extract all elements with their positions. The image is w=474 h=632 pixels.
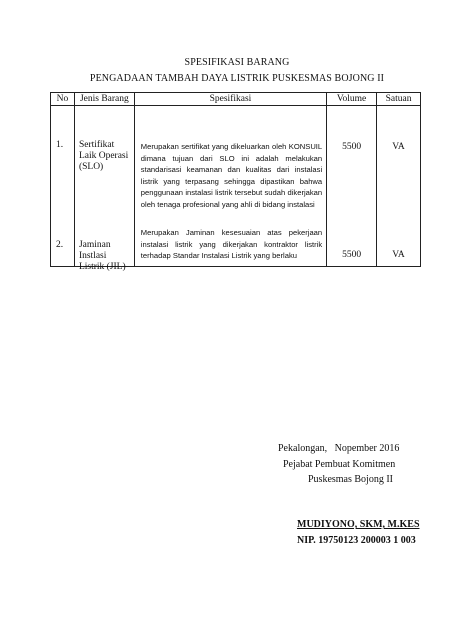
specification-table [50,92,421,272]
signatory-nip: NIP. 19750123 200003 1 003 [297,535,416,546]
row-2-spesifikasi: Merupakan Jaminan kesesuaian atas pekerjaan instalasi listrik yang dikerjakan kontraktor listrik terhadap Standar Instalasi Listrik yang berlaku [140,228,323,261]
row-1-volume: 5500 [342,142,362,152]
signature-organization: Puskesmas Bojong II [308,474,393,485]
row-1-satuan: VA [392,142,405,152]
table-header-row [51,93,421,106]
row-2-no: 2. [56,240,64,250]
column-header-satuan: Satuan [377,93,421,106]
column-header-jenis: Jenis Barang [74,93,134,106]
row-2-satuan: VA [392,250,405,260]
column-header-no: No [51,93,75,106]
document-title: SPESIFIKASI BARANG [184,57,290,68]
signature-role: Pejabat Pembuat Komitmen [283,459,396,470]
cell-spesifikasi [134,106,326,267]
signature-place-date: Pekalongan, Nopember 2016 [278,443,400,454]
row-2-volume: 5500 [342,250,362,260]
row-1-no: 1. [56,140,64,150]
cell-jenis [74,106,134,272]
signatory-name: MUDIYONO, SKM, M.KES [297,519,420,530]
cell-no [51,106,75,267]
column-header-volume: Volume [327,93,377,106]
row-1-spesifikasi: Merupakan sertifikat yang dikeluarkan oleh KONSUIL dimana tujuan dari SLO ini adalah melakukan standarisasi keamanan dan kualitas dari instalasi listrik yang terpasang sehingga dipastikan bahwa penggunaan instalasi listrik tersebut sudah dikerjakan oleh tenaga profesional yang ahli di bidang instalasi [140,142,323,209]
cell-satuan [377,106,421,267]
column-header-spesifikasi: Spesifikasi [134,93,326,106]
row-2-jenis: Jaminan Instlasi Listrik (JIL) [78,240,126,272]
cell-volume [327,106,377,267]
table-row [51,106,421,267]
document-subtitle: PENGADAAN TAMBAH DAYA LISTRIK PUSKESMAS BOJONG II [89,73,385,84]
row-1-jenis: Sertifikat Laik Operasi (SLO) [78,140,129,172]
